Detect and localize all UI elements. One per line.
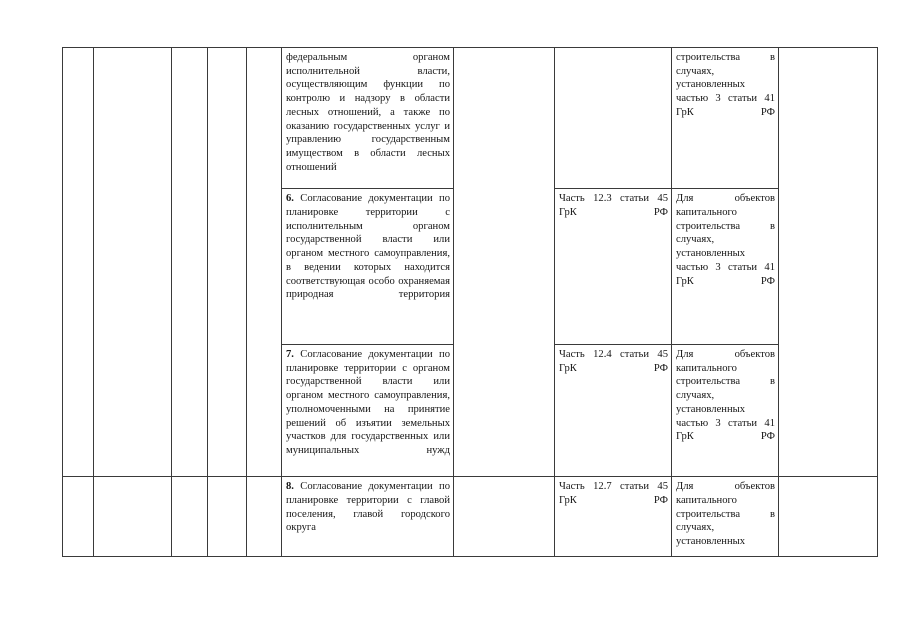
item-number: 8. <box>286 481 294 493</box>
note-cell <box>672 477 779 557</box>
item-number: 6. <box>286 193 294 205</box>
table-cell-empty <box>94 48 172 477</box>
table-cell-empty <box>172 48 208 477</box>
requirement-text: федеральным органом исполнительной власти, осуществляющим функции по контролю и надзору в области лесных отношений, а также по оказанию государственных услуг и управлению государственным имуществом в области лесных отношений <box>286 52 450 173</box>
table-cell-empty <box>63 48 94 477</box>
basis-cell <box>555 477 672 557</box>
table-cell-empty <box>247 477 282 557</box>
basis-cell <box>555 48 672 189</box>
note-cell <box>672 189 779 345</box>
requirement-text: Согласование документации по планировке территории с главой поселения, главой городского округа <box>286 481 450 534</box>
table-cell-empty <box>454 477 555 557</box>
document-table <box>62 47 878 557</box>
note-text: Для объектов капитального строительства в случаях, установленных частью 3 статьи 41 ГрК РФ <box>676 348 775 443</box>
note-text: строительства в случаях, установленных частью 3 статьи 41 ГрК РФ <box>676 52 775 118</box>
basis-cell <box>555 344 672 476</box>
requirement-cell <box>282 48 454 189</box>
requirement-text: Согласование документации по планировке территории с органом государственной власти или органом местного самоуправления, уполномоченными на принятие решений об изъятии земельных участков для государственных или муниципальных нужд <box>286 348 450 456</box>
note-text: Для объектов капитального строительства в случаях, установленных <box>676 481 775 547</box>
basis-text: Часть 12.4 статьи 45 ГрК РФ <box>559 348 668 374</box>
requirement-text: Согласование документации по планировке территории с исполнительным органом государственной власти или органом местного самоуправления, в ведении которых находится соответствующая особо охраняемая природная территория <box>286 193 450 301</box>
table-cell-empty <box>454 48 555 477</box>
table-cell-empty <box>208 48 247 477</box>
note-cell <box>672 48 779 189</box>
table-cell-empty <box>779 48 878 477</box>
table-cell-empty <box>247 48 282 477</box>
table-cell-empty <box>94 477 172 557</box>
note-cell <box>672 344 779 476</box>
table-row <box>63 477 878 557</box>
table-cell-empty <box>779 477 878 557</box>
requirement-cell <box>282 477 454 557</box>
basis-text: Часть 12.3 статьи 45 ГрК РФ <box>559 193 668 219</box>
requirement-cell <box>282 189 454 345</box>
basis-cell <box>555 189 672 345</box>
table-row <box>63 48 878 189</box>
note-text: Для объектов капитального строительства в случаях, установленных частью 3 статьи 41 ГрК РФ <box>676 193 775 287</box>
table-cell-empty <box>172 477 208 557</box>
requirement-cell <box>282 344 454 476</box>
item-number: 7. <box>286 348 294 360</box>
basis-text: Часть 12.7 статьи 45 ГрК РФ <box>559 481 668 506</box>
table-cell-empty <box>63 477 94 557</box>
table-cell-empty <box>208 477 247 557</box>
